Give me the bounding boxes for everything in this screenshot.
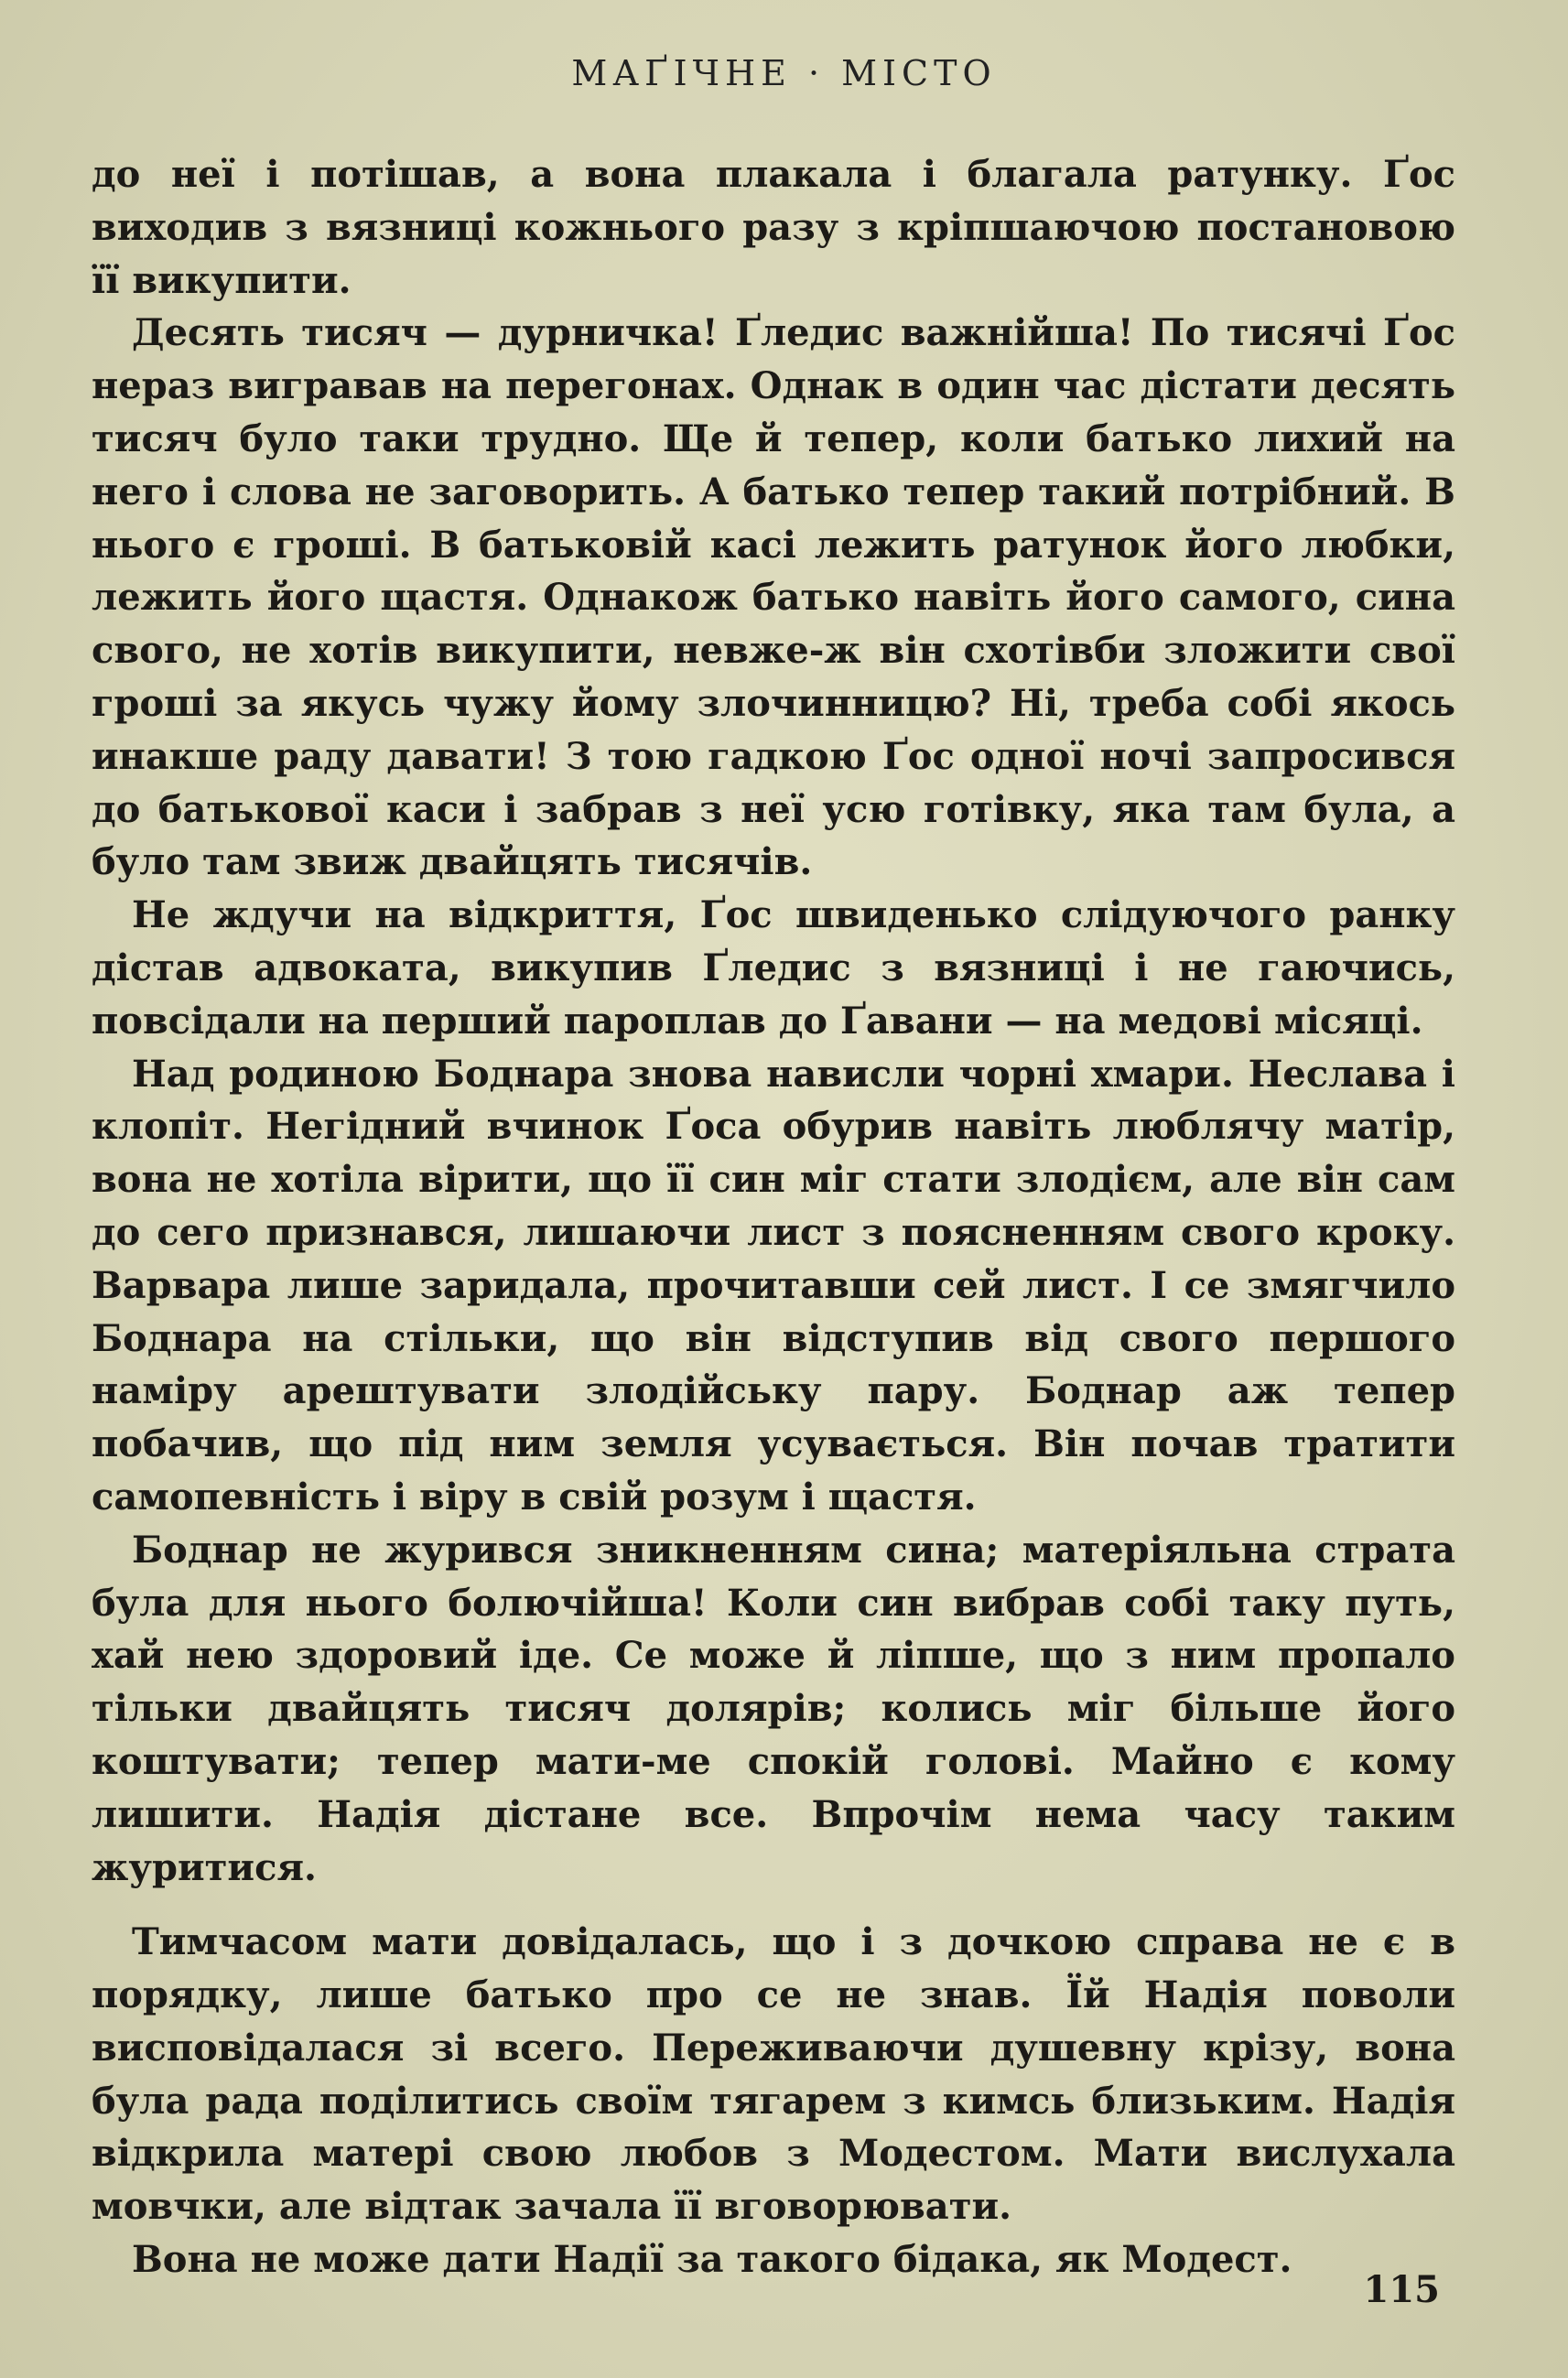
paragraph-3: Не ждучи на відкриття, Ґос швиденько слідуючого ранку дістав адвоката, викупив Ґледис з вязниці і не гаючись, повсідали на перший пароплав до Ґавани — на медові місяці. [92,893,1455,1043]
paragraph-1: до неї і потішав, а вона плакала і благала ратунку. Ґос виходив з вязниці кожнього разу з кріпшаючою постановою її викупити. [92,153,1455,302]
paragraph-2: Десять тисяч — дурничка! Ґледис важнійша! По тисячі Ґос нераз вигравав на перегонах. Однак в один час дістати десять тисяч було таки трудно. Ще й тепер, коли батько лихий на него і слова не заговорить. А батько тепер такий потрібний. В нього є гроші. В батьковій касі лежить ратунок його любки, лежить його щастя. Однакож батько навіть його самого, сина свого, не хотів викупити, невже-ж він схотівби зложити свої гроші за якусь чужу йому злочинницю? Ні, треба собі якось инакше раду давати! З тою гадкою Ґос одної ночі запросився до батькової каси і забрав з неї усю готівку, яка там була, а було там звиж двайцять тисячів. [92,311,1455,884]
paragraph-5: Боднар не журився зникненням сина; матеріяльна страта була для нього болючійша! Коли син вибрав собі таку путь, хай нею здоровий іде. Се може й ліпше, що з ним пропало тільки двайцять тисяч долярів; колись міг більше його коштувати; тепер мати-ме спокій голові. Майно є кому лишити. Надія дістане все. Впрочім нема часу таким журитися. [92,1528,1455,1889]
paragraph-4: Над родиною Боднара знова нависли чорні хмари. Неслава і клопіт. Негідний вчинок Ґоса обурив навіть люблячу матір, вона не хотіла вірити, що її син міг стати злодієм, але він сам до сего признався, лишаючи лист з поясненням свого кроку. Варвара лише заридала, прочитавши сей лист. І се змягчило Боднара на стільки, що він відступив від свого першого наміру арештувати злодійську пару. Боднар аж тепер побачив, що під ним земля усувається. Він почав тратити самопевність і віру в свій розум і щастя. [92,1052,1455,1519]
running-head: МАҐІЧНЕ · МІСТО [571,53,997,93]
paragraph-7: Вона не може дати Надії за такого бідака, як Модест. [132,2238,1292,2282]
paragraph-6: Тимчасом мати довідалась, що і з дочкою справа не є в порядку, лише батько про се не знав. Їй Надія поволи висповідалася зі всего. Переживаючи душевну крізу, вона була рада поділитись своїм тягарем з кимсь близьким. Надія відкрила матері свою любов з Модестом. Мати вислухала мовчки, але відтак зачала її вговорювати. [92,1920,1455,2229]
page-number: 115 [1363,2268,1440,2311]
body-text [92,148,1455,2286]
